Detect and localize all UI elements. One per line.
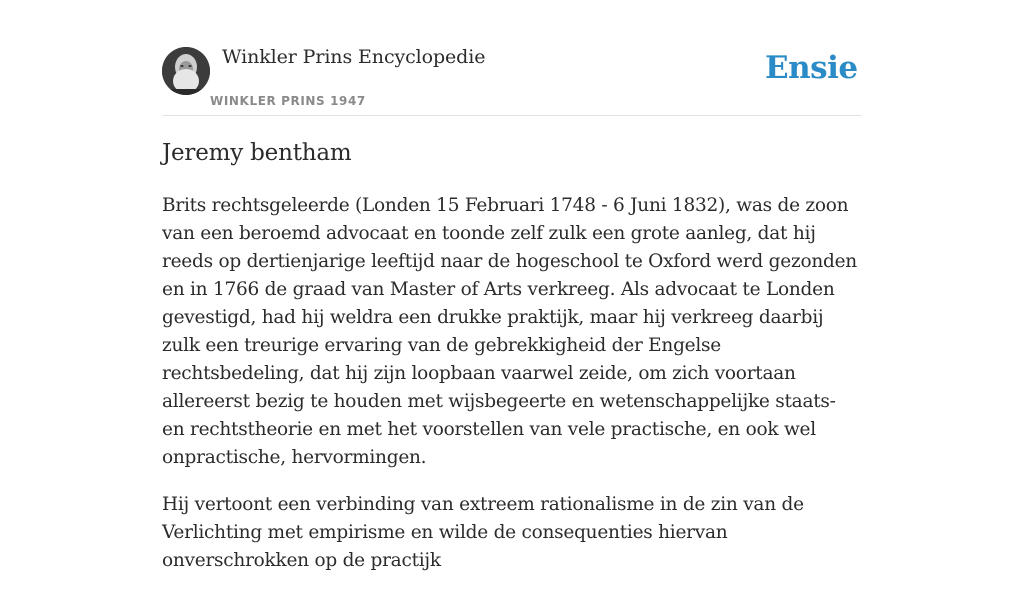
header-divider (162, 115, 862, 116)
article-body (162, 192, 862, 594)
portrait-avatar-icon (162, 47, 210, 95)
source-title[interactable]: Winkler Prins Encyclopedie (222, 46, 486, 68)
article-paragraph: Hij vertoont een verbinding van extreem rationalisme in de zin van de Verlichting met empirisme en wilde de consequenties hiervan onverschrokken op de practijk (162, 494, 804, 571)
ensie-logo[interactable]: Ensie (765, 50, 858, 86)
source-subtitle[interactable]: WINKLER PRINS 1947 (210, 94, 366, 108)
article-paragraph: Brits rechtsgeleerde (Londen 15 Februari 1748 - 6 Juni 1832), was de zoon van een beroemd advocaat en toonde zelf zulk een grote aanleg, dat hij reeds op dertienjarige leeftijd naar de hogeschool te Oxford werd gezonden en in 1766 de graad van Master of Arts verkreeg. Als advocaat te Londen gevestigd, had hij weldra een drukke praktijk, maar hij verkreeg daarbij zulk een treurige ervaring van de gebrekkigheid der Engelse rechtsbedeling, dat hij zijn loopbaan vaarwel zeide, om zich voortaan allereerst bezig te houden met wijsbegeerte en wetenschappelijke staats- en rechtstheorie en met het voorstellen van vele practische, en ook wel onpractische, hervormingen. (162, 195, 857, 468)
source-avatar[interactable] (162, 47, 210, 95)
article-title: Jeremy bentham (162, 140, 352, 166)
